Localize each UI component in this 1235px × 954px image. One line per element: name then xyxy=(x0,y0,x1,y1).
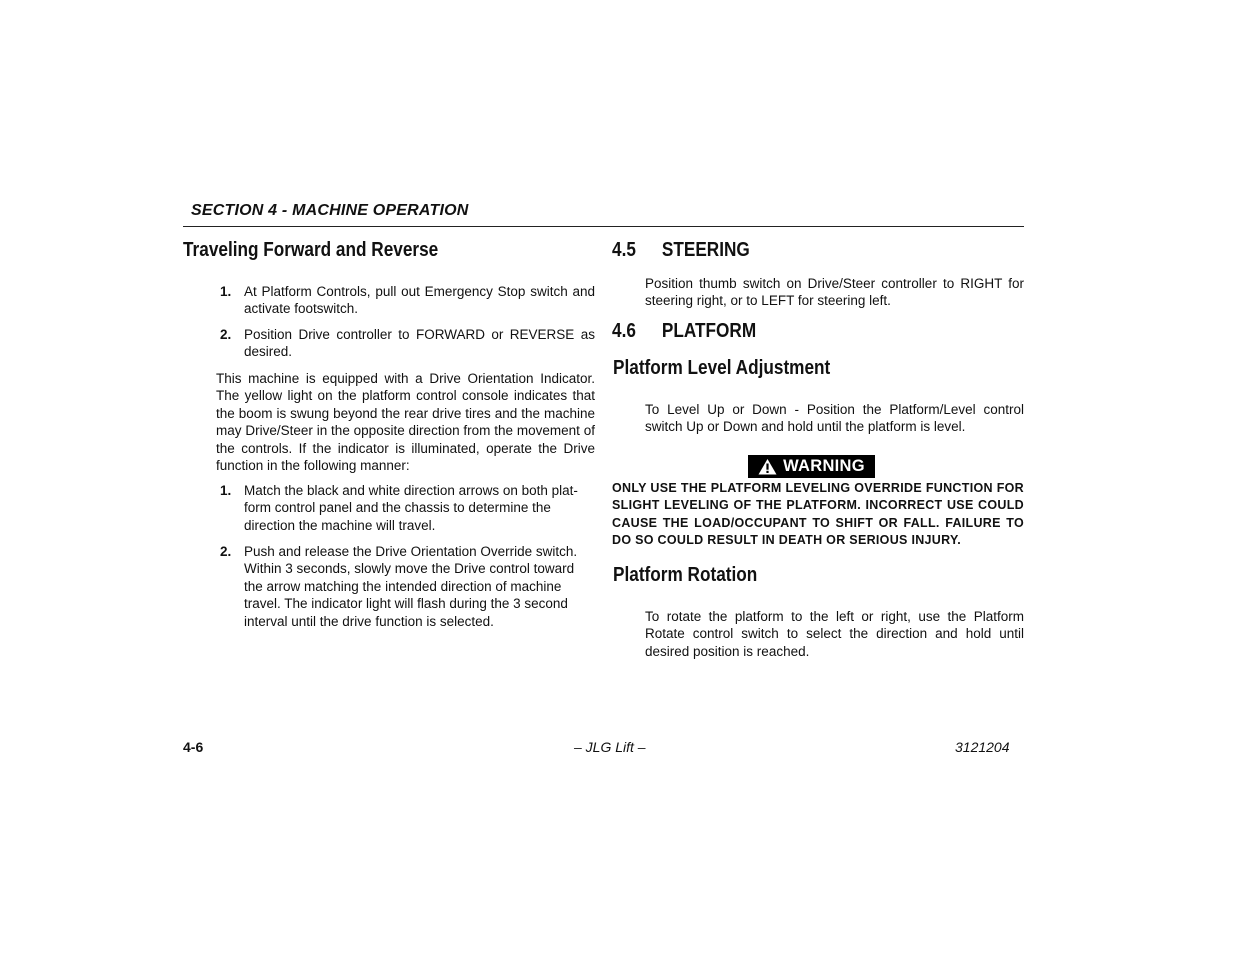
section-title: SECTION 4 - MACHINE OPERATION xyxy=(191,202,469,219)
drive-orientation-paragraph: This machine is equipped with a Drive Orientation Indicator. The yellow light on the platform control console indicates that the boom is swung beyond the rear drive tires and the machine may Drive/Steer in the opposite direction from the movement of the controls. If the indicator is illuminated, operate the Drive function in the following manner: xyxy=(216,371,595,474)
warning-label: WARNING xyxy=(783,457,865,475)
list-text: Match the black and white direction arrows on both plat-form control panel and the chassis to determine the direction the machine will travel. xyxy=(244,483,578,533)
warning-badge xyxy=(748,455,875,478)
section-title: PLATFORM xyxy=(661,320,757,342)
footer-center: – JLG Lift – xyxy=(574,739,646,755)
warning-text: ONLY USE THE PLATFORM LEVELING OVERRIDE FUNCTION FOR SLIGHT LEVELING OF THE PLATFORM. INCORRECT USE COULD CAUSE THE LOAD/OCCUPANT TO SHIFT OR FALL. FAILURE TO DO SO COULD RESULT IN DEATH OR SERIOUS INJURY. xyxy=(612,481,1024,548)
heading-steering xyxy=(612,239,750,262)
header-divider xyxy=(183,226,1024,227)
list-number: 1. xyxy=(220,483,232,498)
heading-platform-rotation: Platform Rotation xyxy=(613,564,758,586)
section-number: 4.6 xyxy=(612,320,636,342)
document-number: 3121204 xyxy=(955,739,1010,755)
steering-text: Position thumb switch on Drive/Steer controller to RIGHT for steering right, or to LEFT for steering left. xyxy=(645,276,1024,309)
list-text: At Platform Controls, pull out Emergency Stop switch and activate footswitch. xyxy=(244,284,595,317)
list-number: 2. xyxy=(220,544,232,559)
section-number: 4.5 xyxy=(612,239,636,261)
list-number: 1. xyxy=(220,284,232,299)
heading-platform xyxy=(612,320,756,343)
warning-triangle-icon xyxy=(758,458,777,475)
list-text: Push and release the Drive Orientation Override switch. Within 3 seconds, slowly move the Drive control toward the arrow matching the intended direction of machine travel. The indicator light will flash during the 3 second interval until the drive function is selected. xyxy=(244,544,578,629)
page-number: 4-6 xyxy=(183,739,204,755)
level-adjustment-text: To Level Up or Down - Position the Platform/Level control switch Up or Down and hold until the platform is level. xyxy=(645,402,1024,435)
list-text: Position Drive controller to FORWARD or REVERSE as desired. xyxy=(244,327,595,360)
heading-traveling: Traveling Forward and Reverse xyxy=(183,239,439,261)
rotation-text: To rotate the platform to the left or right, use the Platform Rotate control switch to select the direction and hold until desired position is reached. xyxy=(645,609,1024,659)
section-title: STEERING xyxy=(661,239,750,261)
list-number: 2. xyxy=(220,327,232,342)
heading-level-adjustment: Platform Level Adjustment xyxy=(613,357,831,379)
